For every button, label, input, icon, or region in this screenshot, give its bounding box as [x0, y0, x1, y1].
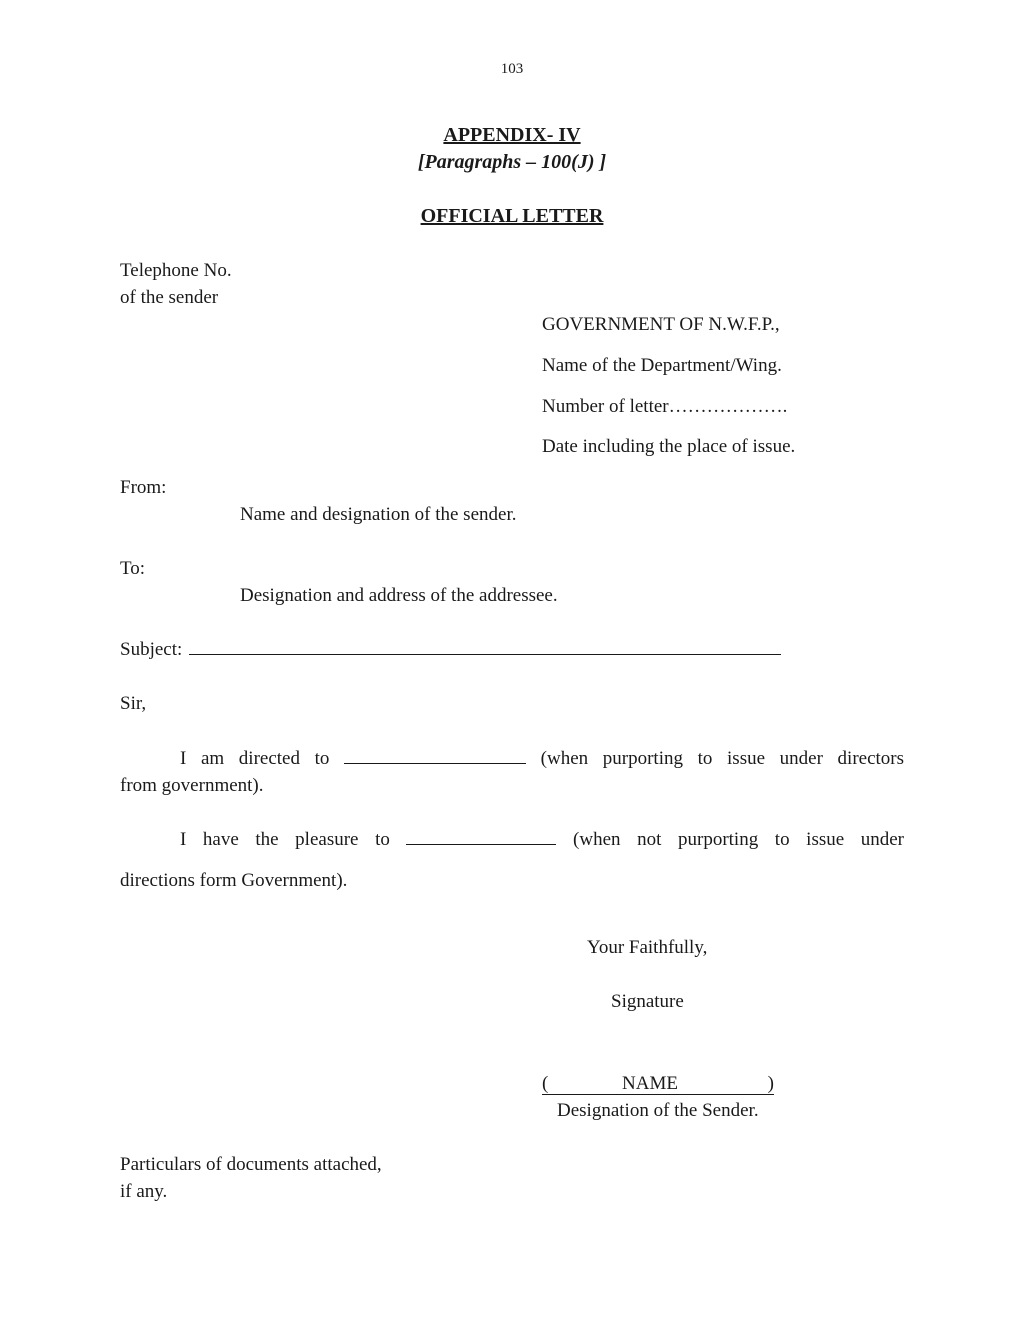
paragraph-2-line1: [120, 826, 904, 853]
enclosures-line1: Particulars of documents attached,: [120, 1154, 382, 1175]
document-title: OFFICIAL LETTER: [420, 205, 604, 227]
para2-blank: [406, 826, 556, 845]
date-line: Date including the place of issue.: [542, 436, 796, 457]
to-label: To:: [120, 558, 146, 579]
valediction: Your Faithfully,: [587, 937, 708, 958]
paragraphs-reference: [Paragraphs – 100(J) ]: [417, 151, 607, 173]
letter-number-line: Number of letter……………….: [542, 396, 788, 417]
name-placeholder: NAME: [622, 1073, 678, 1094]
paragraph-1-line2: from government).: [120, 775, 264, 796]
appendix-heading: APPENDIX- IV: [443, 124, 581, 146]
paragraph-2-line2: directions form Government).: [120, 870, 348, 891]
salutation: Sir,: [120, 693, 147, 714]
government-line: GOVERNMENT OF N.W.F.P.,: [542, 314, 780, 335]
telephone-label-line2: of the sender: [120, 287, 219, 308]
to-value: Designation and address of the addressee.: [240, 585, 558, 606]
subject-line: [120, 636, 781, 663]
paragraph-1-line1: [120, 745, 904, 772]
subject-label: Subject:: [120, 639, 183, 660]
name-open-paren: (: [542, 1073, 549, 1094]
from-value: Name and designation of the sender.: [240, 504, 517, 525]
subject-blank: [189, 636, 781, 655]
para2-lead: I have the pleasure to: [180, 829, 390, 850]
department-line: Name of the Department/Wing.: [542, 355, 782, 376]
para2-rest: (when not purporting to issue under: [573, 829, 905, 850]
name-close-paren: ): [767, 1073, 774, 1094]
page-number: 103: [500, 61, 524, 77]
sender-designation: Designation of the Sender.: [557, 1100, 759, 1121]
para1-rest: (when purporting to issue under directors: [540, 748, 905, 769]
telephone-label-line1: Telephone No.: [120, 260, 232, 281]
from-label: From:: [120, 477, 167, 498]
enclosures-line2: if any.: [120, 1181, 168, 1202]
signature-label: Signature: [611, 991, 684, 1012]
para1-blank: [344, 745, 526, 764]
para1-lead: I am directed to: [180, 748, 330, 769]
name-line: [542, 1070, 774, 1095]
